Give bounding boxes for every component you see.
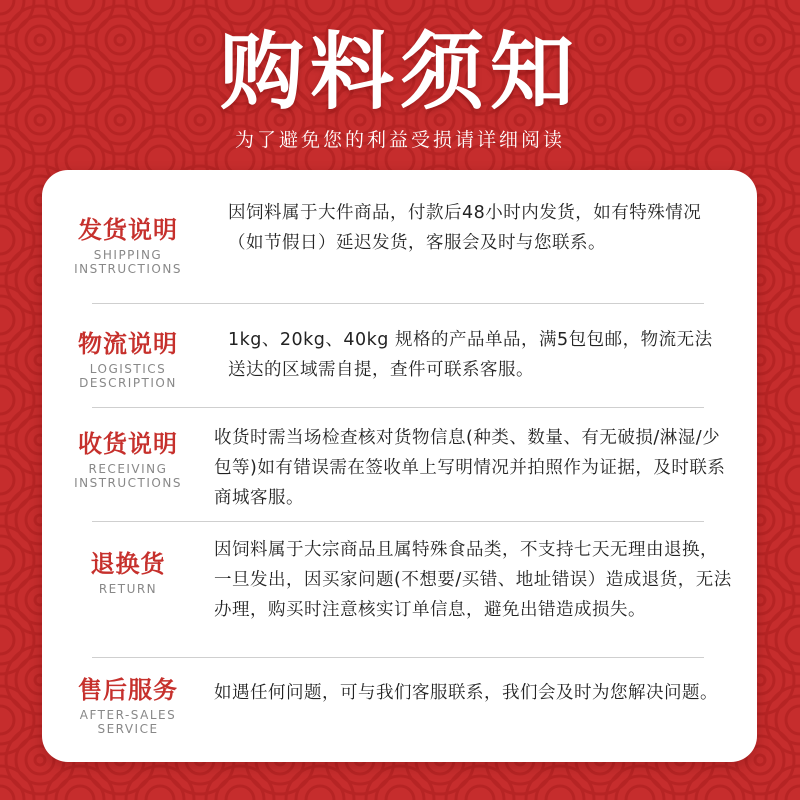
label-cn: 发货说明 [78, 216, 178, 244]
section-text: 因饲料属于大宗商品且属特殊食品类，不支持七天无理由退换，一旦发出，因买家问题(不想要/买错、地址错误）造成退货，无法办理，购买时注意核实订单信息，避免出错造成损失。 [214, 540, 732, 620]
label-en: RETURN [98, 582, 158, 596]
section-text: 收货时需当场检查核对货物信息(种类、数量、有无破损/淋湿/少包等)如有错误需在签收单上写明情况并拍照作为证据，及时联系商城客服。 [214, 428, 726, 508]
divider [92, 521, 704, 522]
label-cn: 售后服务 [78, 676, 178, 704]
label-cn: 退换货 [90, 550, 166, 578]
section-text: 如遇任何问题，可与我们客服联系，我们会及时为您解决问题。 [214, 683, 718, 703]
divider [92, 657, 704, 658]
label-shipping [42, 214, 214, 276]
label-cn: 物流说明 [78, 330, 178, 358]
page-title: 购料须知 [219, 23, 580, 121]
label-en: LOGISTICS DESCRIPTION [79, 362, 177, 390]
label-cn: 收货说明 [78, 430, 178, 458]
label-en: RECEIVING INSTRUCTIONS [74, 462, 182, 490]
label-receiving [42, 428, 214, 490]
label-logistics [42, 328, 214, 390]
label-en: SHIPPING INSTRUCTIONS [74, 248, 182, 276]
page-subtitle: 为了避免您的利益受损请详细阅读 [234, 129, 565, 151]
notice-card [42, 170, 757, 762]
section-text: 因饲料属于大件商品，付款后48小时内发货，如有特殊情况（如节假日）延迟发货，客服会及时与您联系。 [228, 203, 702, 253]
label-return [42, 548, 214, 596]
divider [92, 303, 704, 304]
label-en: AFTER-SALES SERVICE [79, 708, 177, 736]
label-after-sales [42, 674, 214, 736]
section-text: 1kg、20kg、40kg 规格的产品单品，满5包包邮，物流无法送达的区域需自提，查件可联系客服。 [228, 330, 713, 380]
divider [92, 407, 704, 408]
